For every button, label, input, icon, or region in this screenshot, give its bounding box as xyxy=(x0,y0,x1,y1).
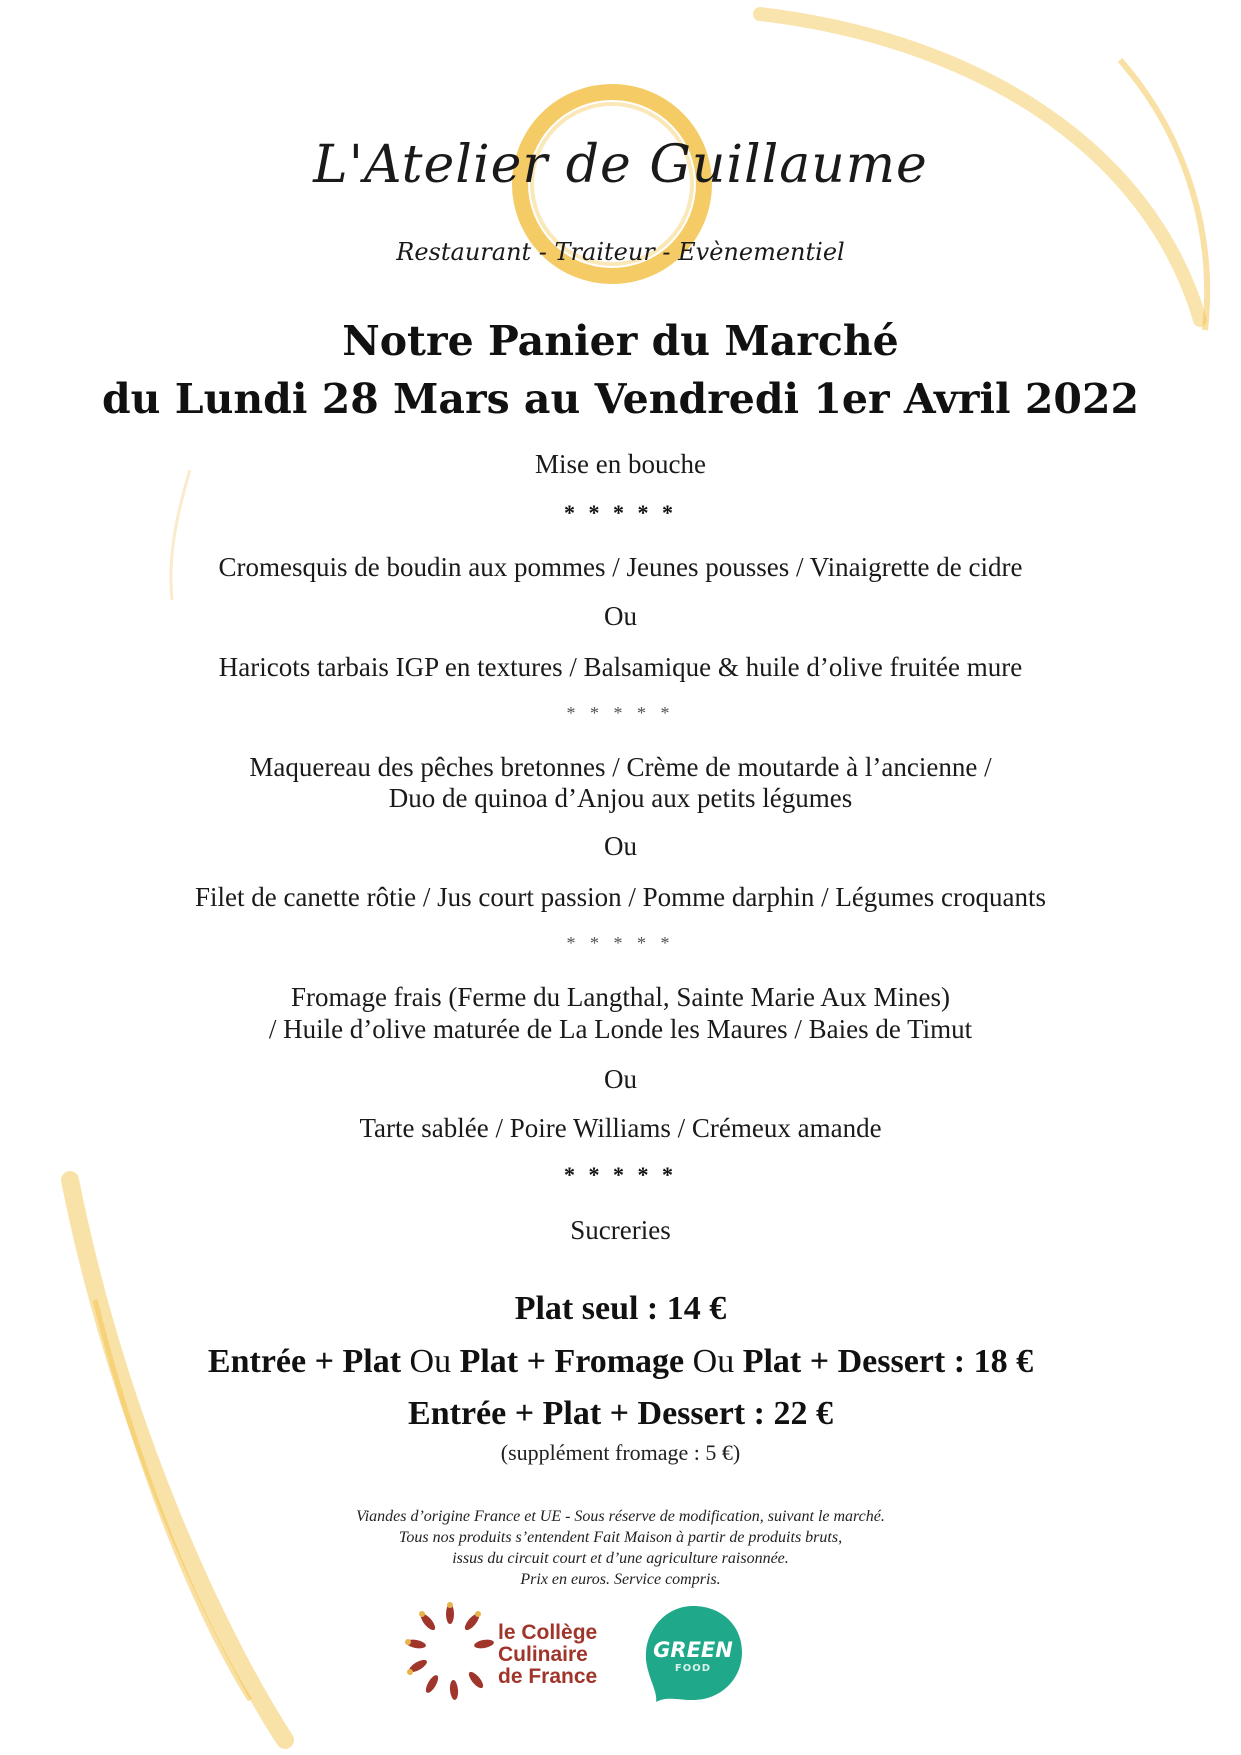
note-line-3: issus du circuit court et d’une agriculture raisonnée. xyxy=(452,1550,789,1567)
or-label: Ou xyxy=(604,831,637,861)
cheese-line-1: Fromage frais (Ferme du Langthal, Sainte Marie Aux Mines) xyxy=(290,982,951,1012)
green-food-line-2: FOOD xyxy=(674,1663,712,1674)
logo-tagline: Restaurant - Traiteur - Evènementiel xyxy=(396,238,845,266)
note-line-4: Prix en euros. Service compris. xyxy=(520,1571,721,1588)
green-food-line-1: GREEN xyxy=(653,1638,733,1662)
separator: * * * * * xyxy=(564,500,677,525)
menu-dates: du Lundi 28 Mars au Vendredi 1er Avril 2022 xyxy=(101,375,1139,423)
or-label: Ou xyxy=(692,1343,735,1380)
main-option-2: Filet de canette rôtie / Jus court passion / Pomme darphin / Légumes croquants xyxy=(194,882,1047,912)
or-label: Ou xyxy=(604,601,637,631)
dessert-option: Tarte sablée / Poire Williams / Crémeux amande xyxy=(359,1113,882,1143)
price-single-dish: Plat seul : 14 € xyxy=(514,1290,727,1327)
amuse-bouche: Mise en bouche xyxy=(535,449,706,479)
separator: * * * * * xyxy=(566,703,675,723)
price-two-courses xyxy=(0,1342,1241,1382)
or-label: Ou xyxy=(604,1064,637,1094)
college-culinaire-line-2: Culinaire xyxy=(498,1643,588,1666)
college-culinaire-line-1: le Collège xyxy=(498,1621,598,1644)
cheese-line-2: / Huile d’olive maturée de La Londe les Maures / Baies de Timut xyxy=(268,1014,973,1044)
combo-main-cheese: Plat + Fromage xyxy=(459,1343,685,1380)
starter-option-1: Cromesquis de boudin aux pommes / Jeunes pousses / Vinaigrette de cidre xyxy=(218,552,1023,582)
starter-option-2: Haricots tarbais IGP en textures / Balsamique & huile d’olive fruitée mure xyxy=(218,652,1023,682)
main-option-1-line-2: Duo de quinoa d’Anjou aux petits légumes xyxy=(388,783,853,813)
price-three-courses: Entrée + Plat + Dessert : 22 € xyxy=(408,1395,833,1432)
cheese-supplement: (supplément fromage : 5 €) xyxy=(500,1440,741,1465)
note-line-1: Viandes d’origine France et UE - Sous réserve de modification, suivant le marché. xyxy=(356,1508,885,1525)
note-line-2: Tous nos produits s’entendent Fait Maison à partir de produits bruts, xyxy=(398,1529,843,1546)
combo-starter-main: Entrée + Plat xyxy=(207,1343,402,1380)
logo-name: L'Atelier de Guillaume xyxy=(313,135,928,195)
menu-title: Notre Panier du Marché xyxy=(342,317,899,365)
separator: * * * * * xyxy=(564,1162,677,1187)
combo-main-dessert: Plat + Dessert : 18 € xyxy=(742,1343,1034,1380)
main-option-1-line-1: Maquereau des pêches bretonnes / Crème de moutarde à l’ancienne / xyxy=(249,752,992,782)
college-culinaire-logo-icon xyxy=(400,1600,500,1700)
separator: * * * * * xyxy=(566,933,675,953)
or-label: Ou xyxy=(409,1343,452,1380)
sweets: Sucreries xyxy=(570,1215,671,1245)
college-culinaire-line-3: de France xyxy=(498,1665,598,1688)
